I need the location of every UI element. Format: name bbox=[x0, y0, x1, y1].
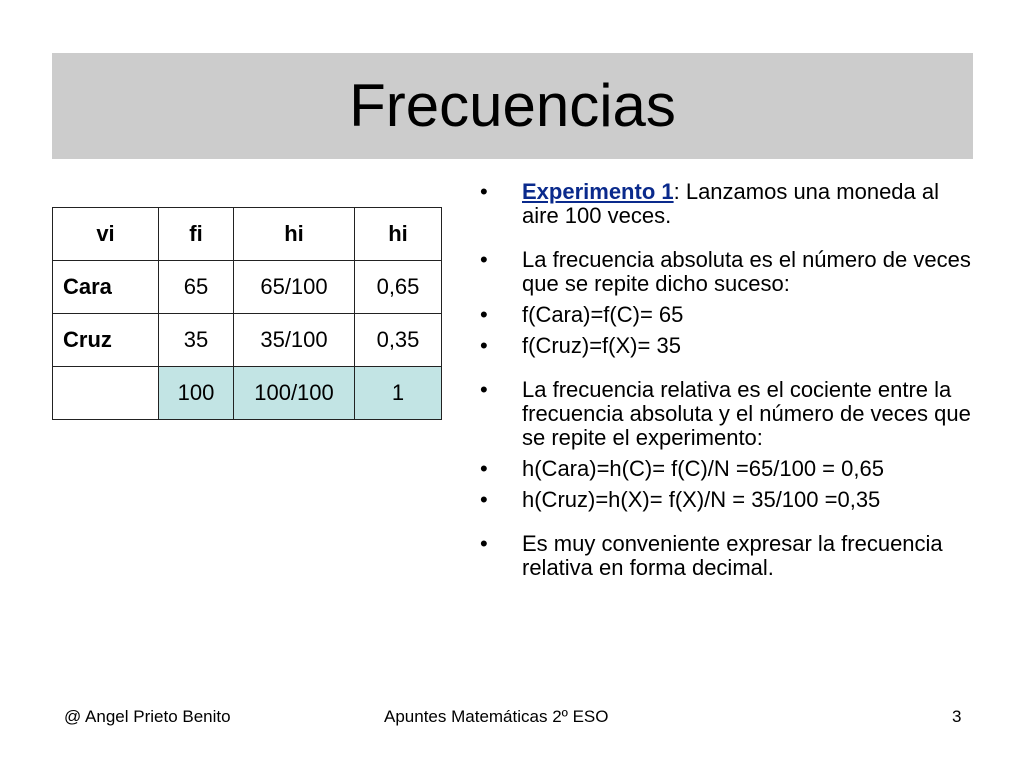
bullet-marker: • bbox=[480, 487, 488, 512]
bullet-item bbox=[478, 334, 978, 358]
table-header-row bbox=[53, 208, 442, 261]
footer-course: Apuntes Matemáticas 2º ESO bbox=[384, 707, 609, 726]
table-row bbox=[53, 314, 442, 367]
table-cell: 35 bbox=[159, 314, 234, 367]
bullet-marker: • bbox=[480, 377, 488, 402]
bullet-text: h(Cara)=h(C)= f(C)/N =65/100 = 0,65 bbox=[522, 456, 884, 481]
total-cell: 100/100 bbox=[234, 367, 355, 420]
bullet-text: La frecuencia relativa es el cociente entre la frecuencia absoluta y el número de veces que se repite el experimento: bbox=[522, 377, 971, 450]
bullet-item bbox=[478, 378, 978, 450]
title-bar bbox=[52, 53, 973, 159]
table-cell: 65/100 bbox=[234, 261, 355, 314]
row-label-cara: Cara bbox=[53, 261, 159, 314]
bullet-marker: • bbox=[480, 302, 488, 327]
table-cell-empty bbox=[53, 367, 159, 420]
total-cell: 1 bbox=[355, 367, 442, 420]
footer-author: @ Angel Prieto Benito bbox=[64, 707, 231, 726]
footer-page-number: 3 bbox=[952, 707, 962, 726]
bullet-item bbox=[478, 457, 978, 481]
bullet-text: f(Cara)=f(C)= 65 bbox=[522, 302, 684, 327]
table-cell: 0,65 bbox=[355, 261, 442, 314]
table-cell: 35/100 bbox=[234, 314, 355, 367]
row-label-cruz: Cruz bbox=[53, 314, 159, 367]
bullet-marker: • bbox=[480, 456, 488, 481]
bullet-item bbox=[478, 248, 978, 296]
bullet-marker: • bbox=[480, 179, 488, 204]
experiment-link[interactable]: Experimento 1 bbox=[522, 179, 674, 204]
total-cell: 100 bbox=[159, 367, 234, 420]
header-cell-fi: fi bbox=[159, 208, 234, 261]
bullet-item bbox=[478, 488, 978, 512]
slide-title: Frecuencias bbox=[349, 72, 676, 139]
bullet-list bbox=[478, 180, 978, 580]
bullet-text: : Lanzamos una moneda al aire 100 veces. bbox=[522, 179, 940, 228]
table-cell: 65 bbox=[159, 261, 234, 314]
header-cell-hi-fraction: hi bbox=[234, 208, 355, 261]
bullet-text: Es muy conveniente expresar la frecuencia relativa en forma decimal. bbox=[522, 531, 943, 580]
header-cell-hi-decimal: hi bbox=[355, 208, 442, 261]
bullet-text: La frecuencia absoluta es el número de veces que se repite dicho suceso: bbox=[522, 247, 971, 296]
frequency-table bbox=[52, 207, 442, 420]
bullet-item bbox=[478, 180, 978, 228]
bullet-text: f(Cruz)=f(X)= 35 bbox=[522, 333, 681, 358]
table-row bbox=[53, 261, 442, 314]
bullet-text: h(Cruz)=h(X)= f(X)/N = 35/100 =0,35 bbox=[522, 487, 881, 512]
bullet-item bbox=[478, 532, 978, 580]
table-cell: 0,35 bbox=[355, 314, 442, 367]
bullet-marker: • bbox=[480, 247, 488, 272]
bullet-item bbox=[478, 303, 978, 327]
table-total-row bbox=[53, 367, 442, 420]
bullet-marker: • bbox=[480, 333, 488, 358]
header-cell-vi: vi bbox=[53, 208, 159, 261]
bullet-marker: • bbox=[480, 531, 488, 556]
